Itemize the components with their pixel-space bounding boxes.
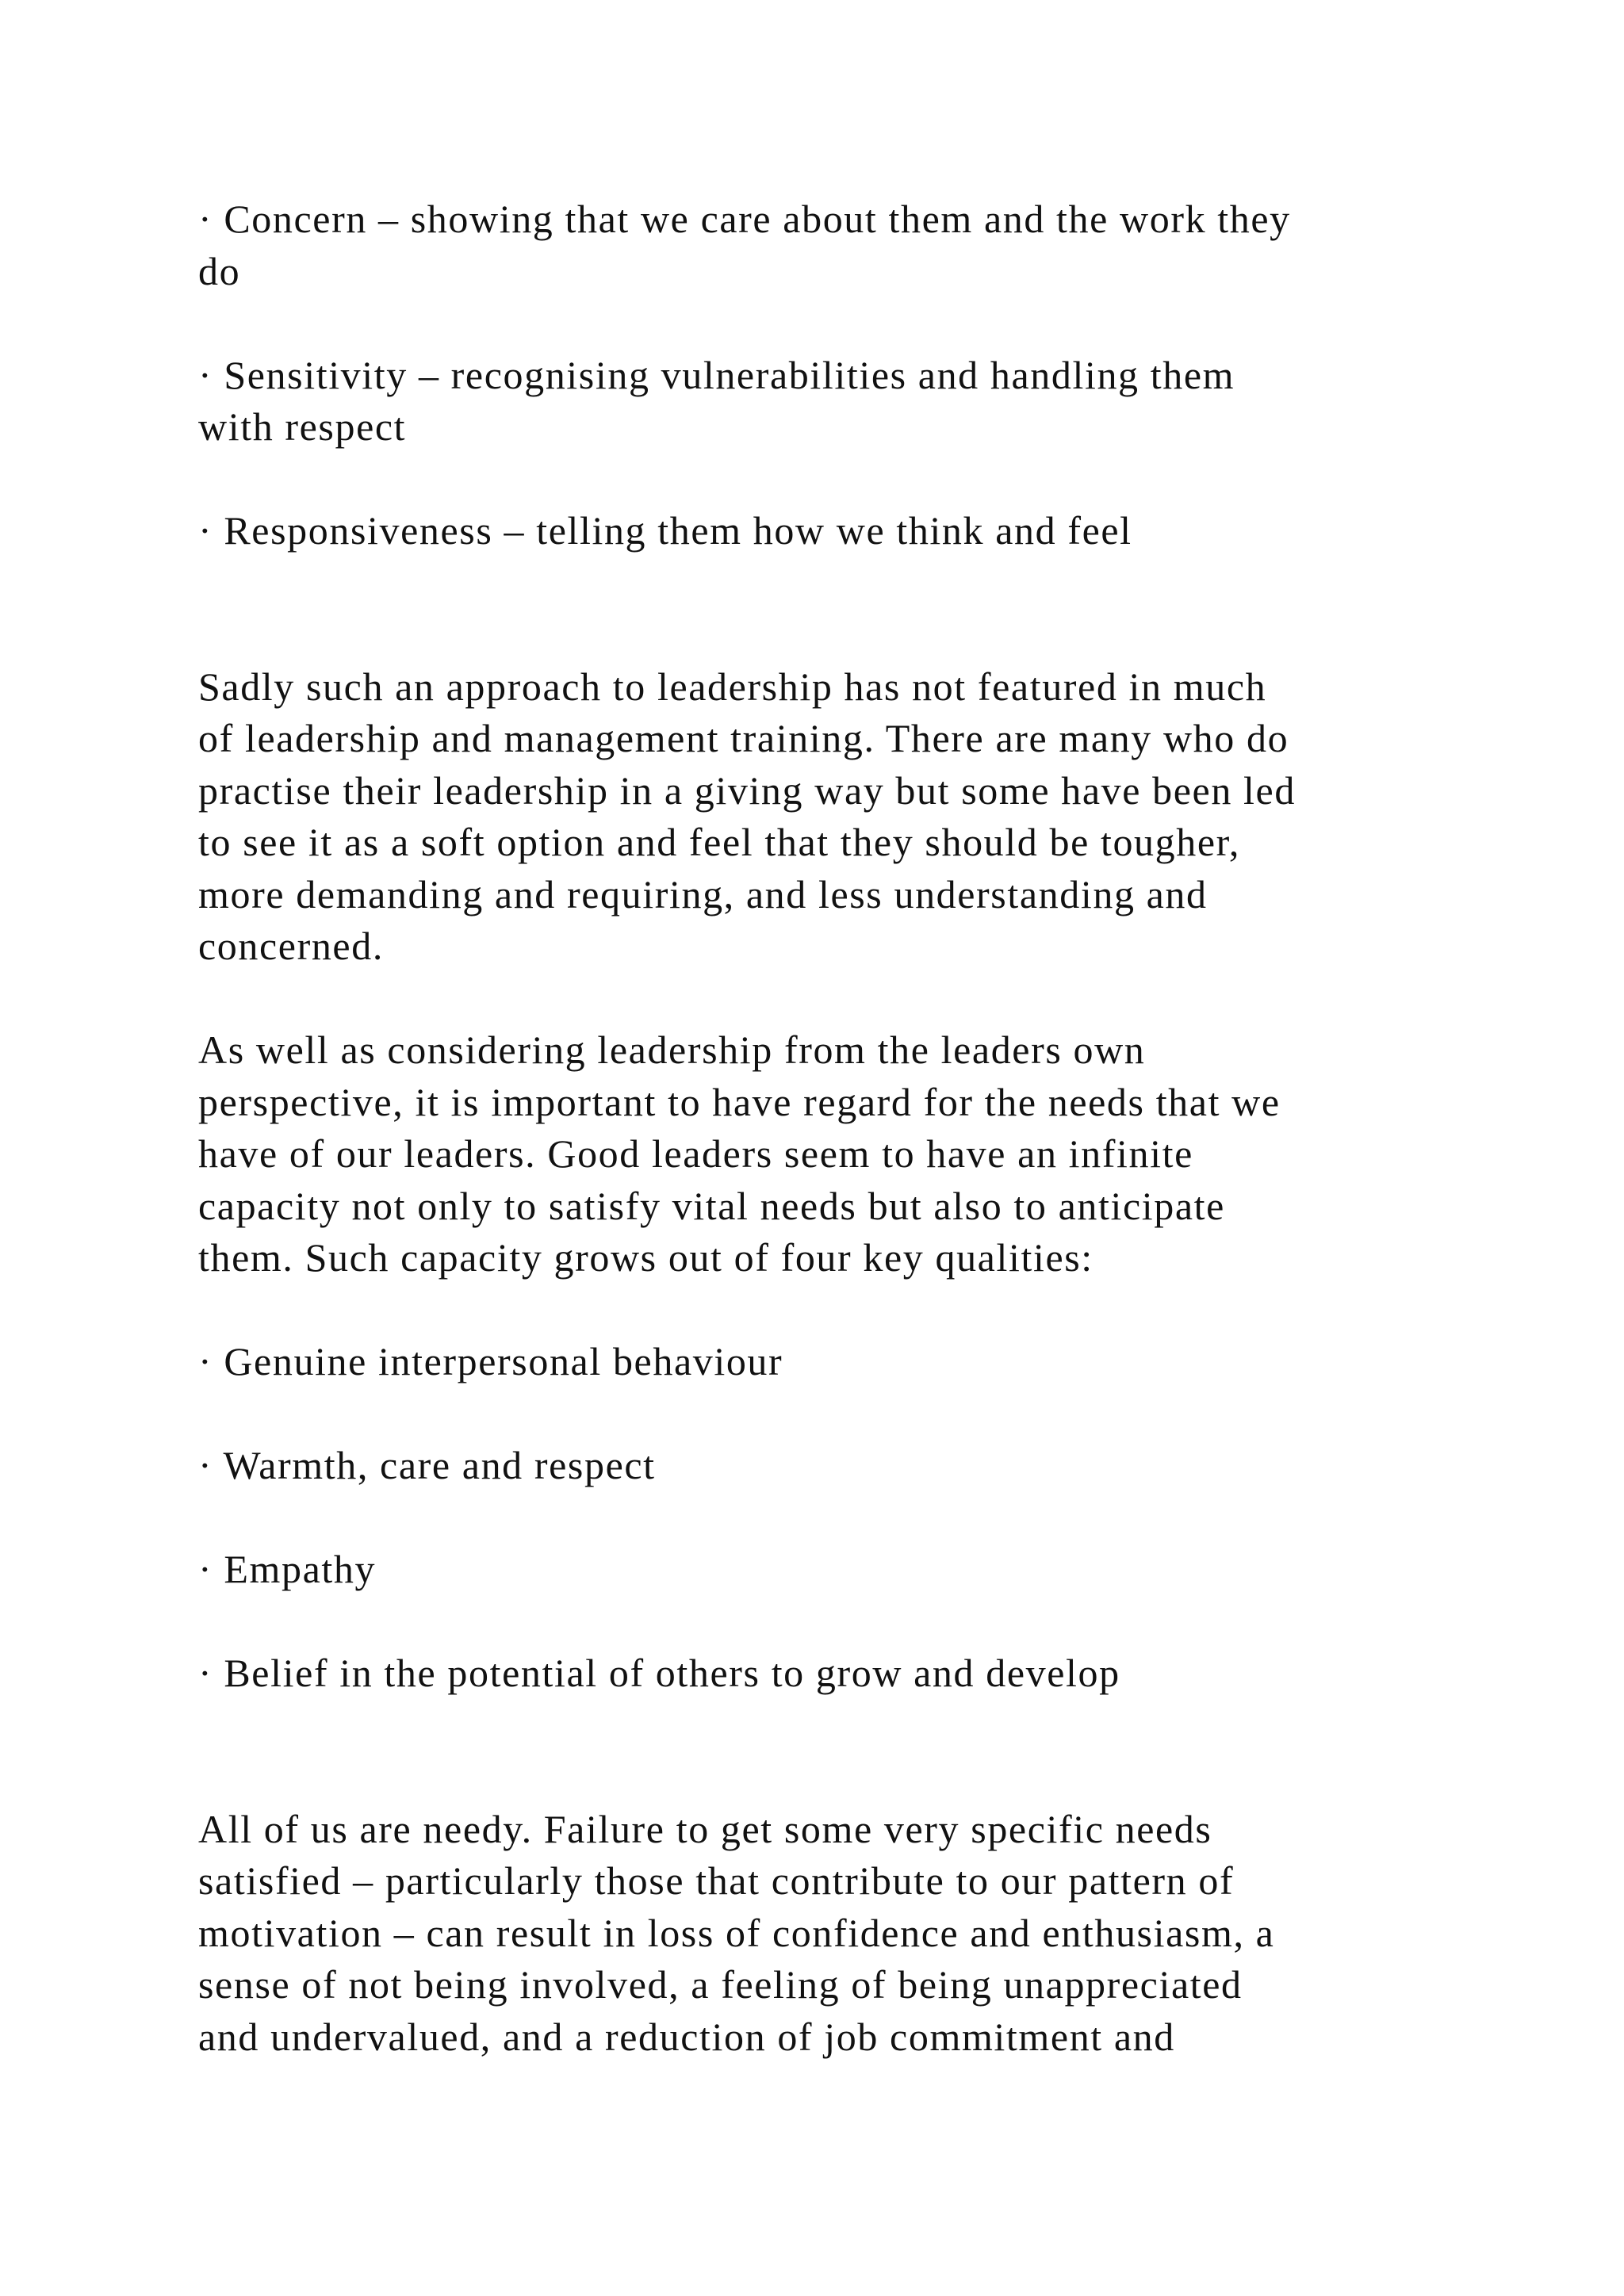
spacer: [198, 1596, 1451, 1648]
spacer: [198, 1700, 1451, 1804]
bullet-sensitivity: [198, 350, 1451, 453]
text-line: motivation – can result in loss of confidence and enthusiasm, a: [198, 1910, 1275, 1955]
text-line: · Genuine interpersonal behaviour: [198, 1339, 783, 1383]
text-line: sense of not being involved, a feeling of being unappreciated: [198, 1962, 1243, 2007]
spacer: [198, 557, 1451, 661]
paragraph-as-well: [198, 1024, 1451, 1284]
text-line: All of us are needy. Failure to get some very specific needs: [198, 1806, 1212, 1851]
paragraph-needy: [198, 1804, 1451, 2064]
spacer: [198, 453, 1451, 506]
bullet-belief: [198, 1647, 1451, 1700]
text-line: · Empathy: [198, 1547, 377, 1591]
text-line: · Sensitivity – recognising vulnerabilities and handling them: [198, 352, 1235, 397]
text-line: · Belief in the potential of others to grow and develop: [198, 1651, 1120, 1695]
text-line: · Responsiveness – telling them how we think and feel: [198, 508, 1132, 553]
text-line: them. Such capacity grows out of four key qualities:: [198, 1235, 1094, 1280]
text-line: satisfied – particularly those that contribute to our pattern of: [198, 1858, 1235, 1903]
text-line: Sadly such an approach to leadership has not featured in much: [198, 664, 1267, 709]
text-line: practise their leadership in a giving way but some have been led: [198, 767, 1296, 813]
text-line: · Warmth, care and respect: [198, 1443, 656, 1487]
spacer: [198, 973, 1451, 1025]
text-line: perspective, it is important to have regard for the needs that we: [198, 1079, 1281, 1124]
spacer: [198, 1388, 1451, 1441]
text-line: · Concern – showing that we care about them and the work they: [198, 197, 1291, 241]
bullet-concern: [198, 193, 1451, 297]
paragraph-sadly: [198, 661, 1451, 973]
text-line: do: [198, 248, 241, 293]
bullet-warmth: [198, 1440, 1451, 1492]
spacer: [198, 1284, 1451, 1337]
text-line: with respect: [198, 404, 407, 449]
text-line: of leadership and management training. There are many who do: [198, 716, 1289, 760]
bullet-genuine: [198, 1336, 1451, 1388]
bullet-empathy: [198, 1544, 1451, 1596]
text-line: to see it as a soft option and feel that they should be tougher,: [198, 820, 1240, 864]
spacer: [198, 1492, 1451, 1544]
text-line: capacity not only to satisfy vital needs but also to anticipate: [198, 1183, 1225, 1228]
spacer: [198, 297, 1451, 350]
text-line: concerned.: [198, 924, 384, 968]
text-line: As well as considering leadership from the leaders own: [198, 1027, 1146, 1072]
document-body: [198, 193, 1451, 2063]
text-line: have of our leaders. Good leaders seem to have an infinite: [198, 1131, 1193, 1176]
text-line: and undervalued, and a reduction of job commitment and: [198, 2014, 1175, 2059]
bullet-responsiveness: [198, 505, 1451, 557]
text-line: more demanding and requiring, and less understanding and: [198, 871, 1208, 916]
